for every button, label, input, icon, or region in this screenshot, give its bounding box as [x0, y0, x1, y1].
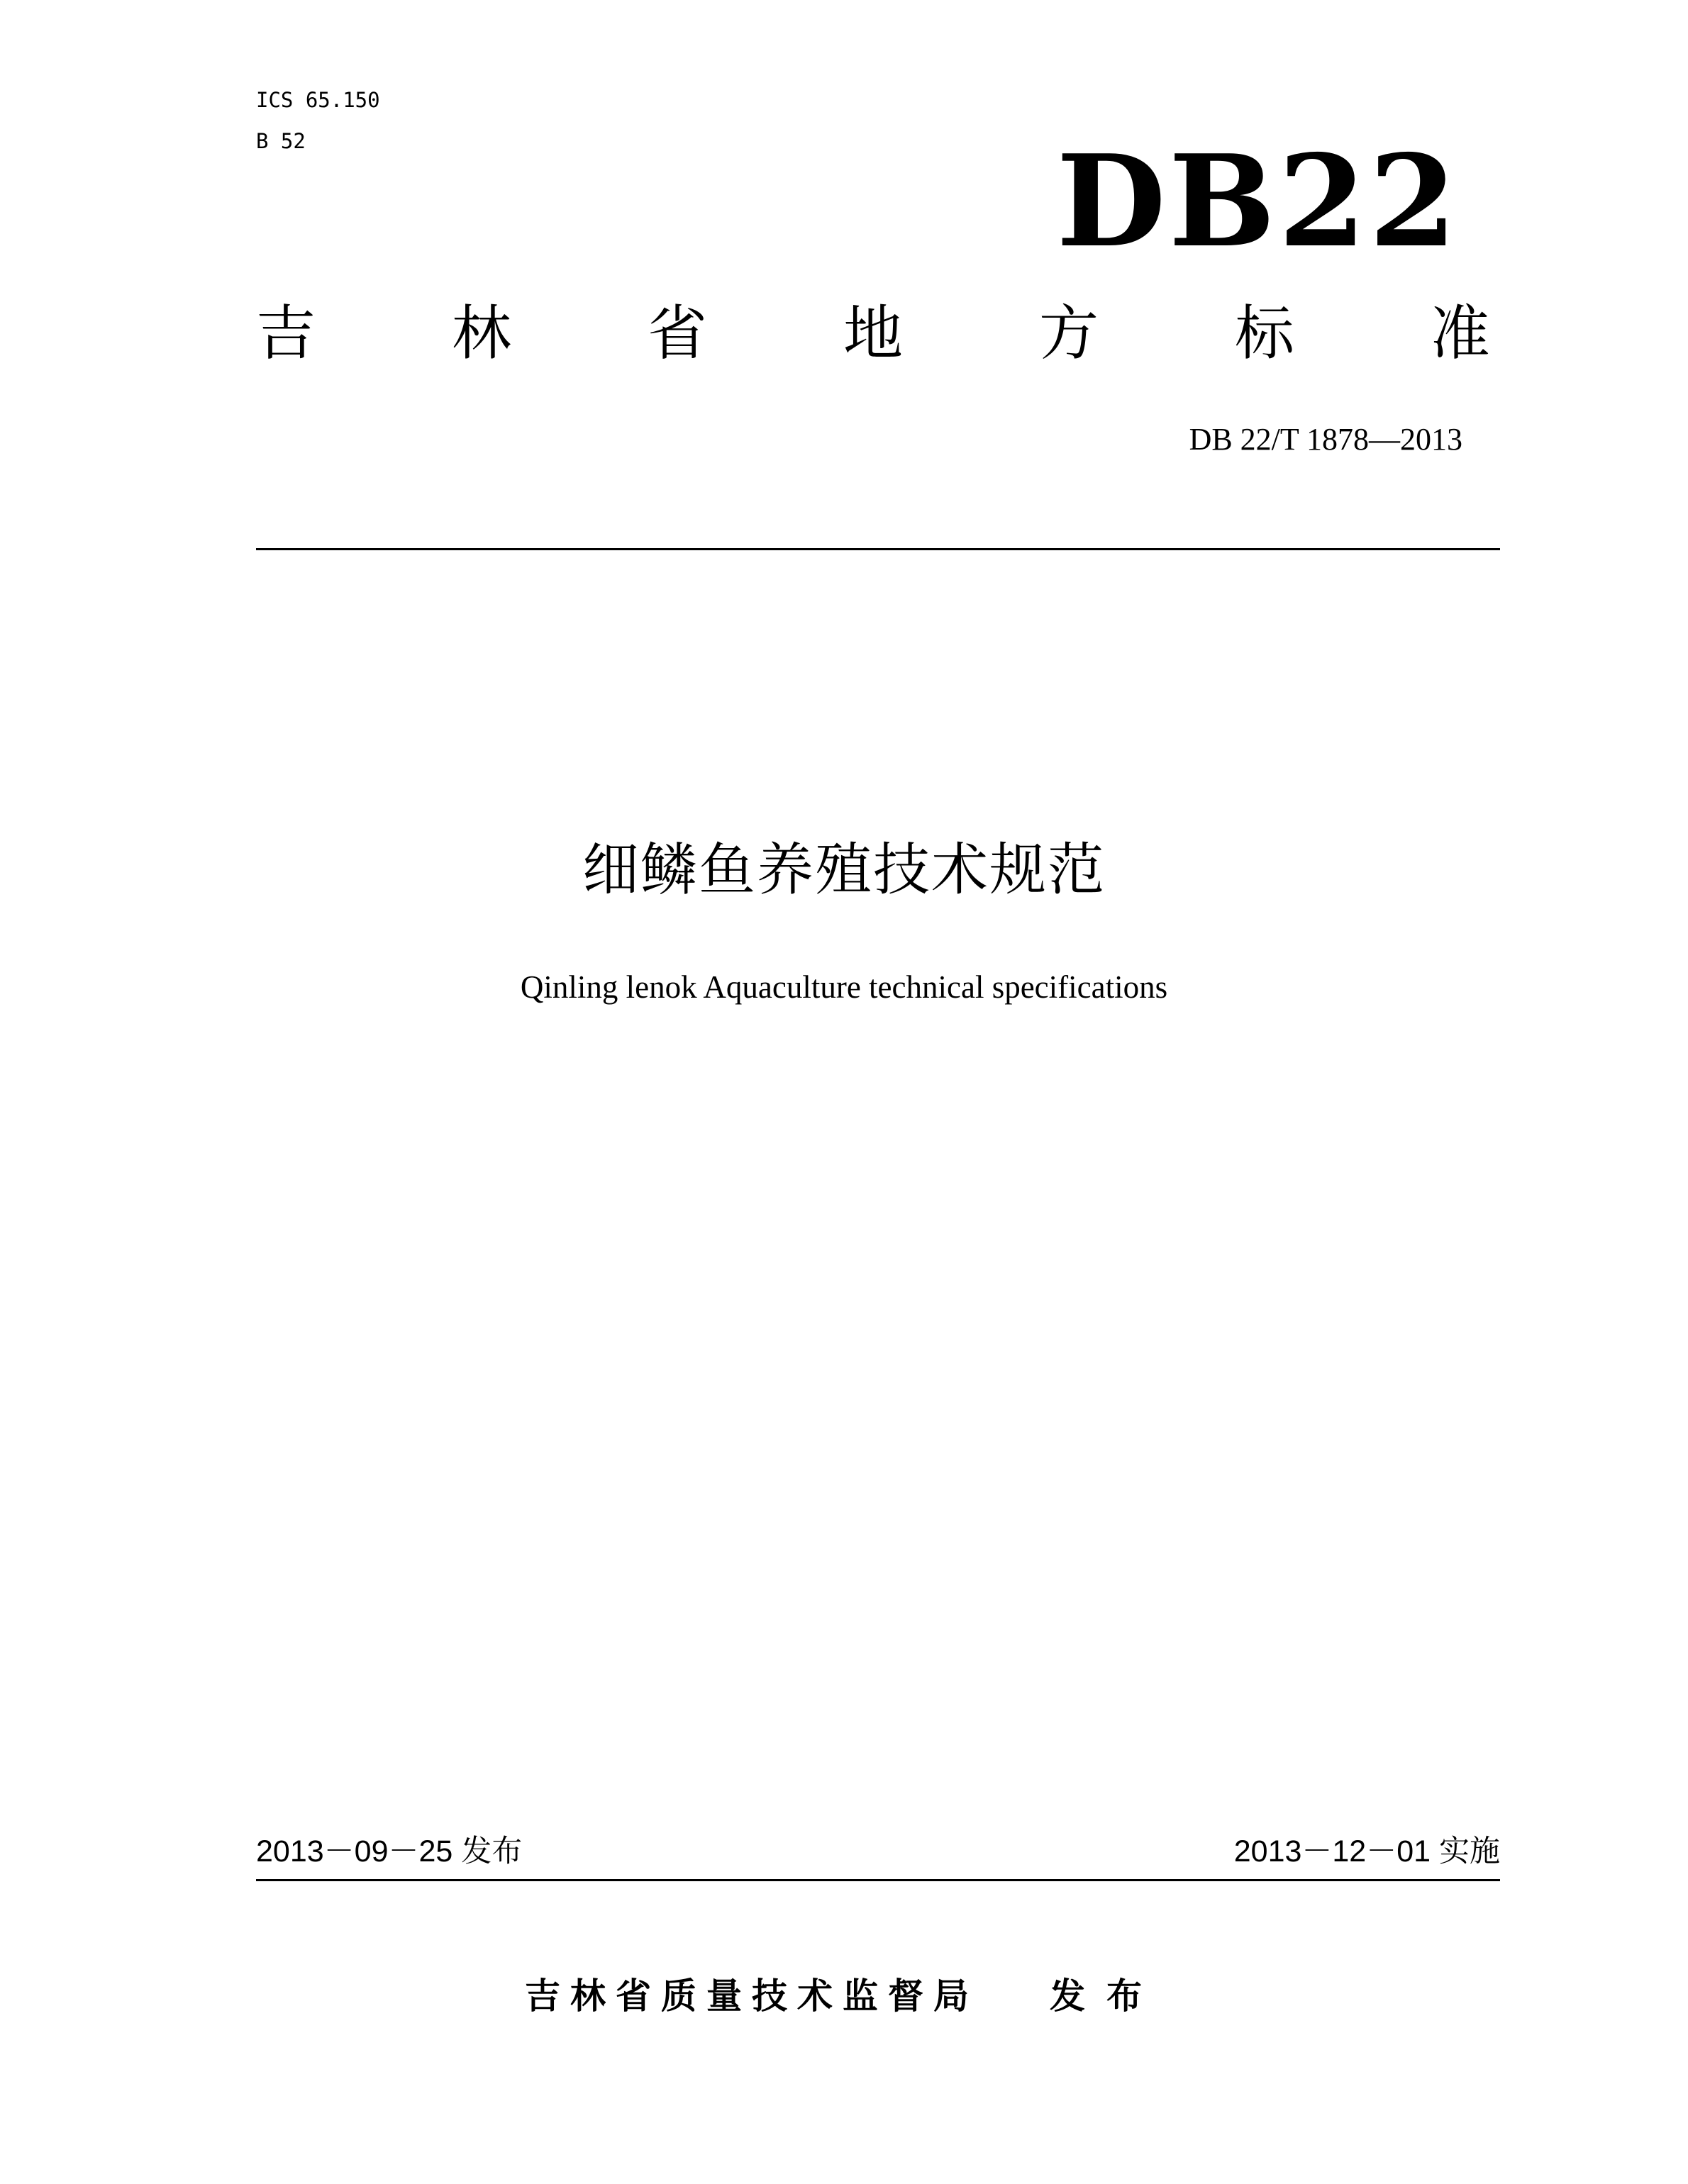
ccs-code: B 52: [256, 129, 306, 153]
standard-logo: DB22: [1056, 127, 1460, 275]
document-title-cn: 细鳞鱼养殖技术规范: [582, 837, 1106, 903]
standard-type-char: 吉: [256, 299, 316, 368]
standard-type-char: 准: [1430, 299, 1490, 368]
standard-type-char: 地: [843, 299, 903, 368]
standard-code: DB 22/T 1878—2013: [1189, 422, 1462, 457]
bottom-divider: [256, 1879, 1500, 1881]
document-title-en: Qinling lenok Aquaculture technical specifications: [520, 969, 1168, 1005]
publisher-action: 发布: [1050, 1976, 1163, 2017]
dates-row: [256, 1828, 1500, 1875]
issue-date: 2013－09－25 发布: [256, 1834, 523, 1868]
top-divider: [256, 548, 1500, 550]
standard-type-char: 省: [647, 299, 707, 368]
standard-type-char: 方: [1038, 299, 1099, 368]
publisher-line: [0, 1971, 1688, 2021]
ics-code: ICS 65.150: [256, 88, 380, 112]
standard-type-char: 林: [451, 299, 511, 368]
effective-date: 2013－12－01 实施: [1233, 1834, 1500, 1868]
standard-type-title: [256, 298, 1490, 369]
standard-type-char: 标: [1234, 299, 1294, 368]
classification-block: [256, 79, 380, 162]
publisher-organization: 吉林省质量技术监督局: [525, 1976, 979, 2017]
